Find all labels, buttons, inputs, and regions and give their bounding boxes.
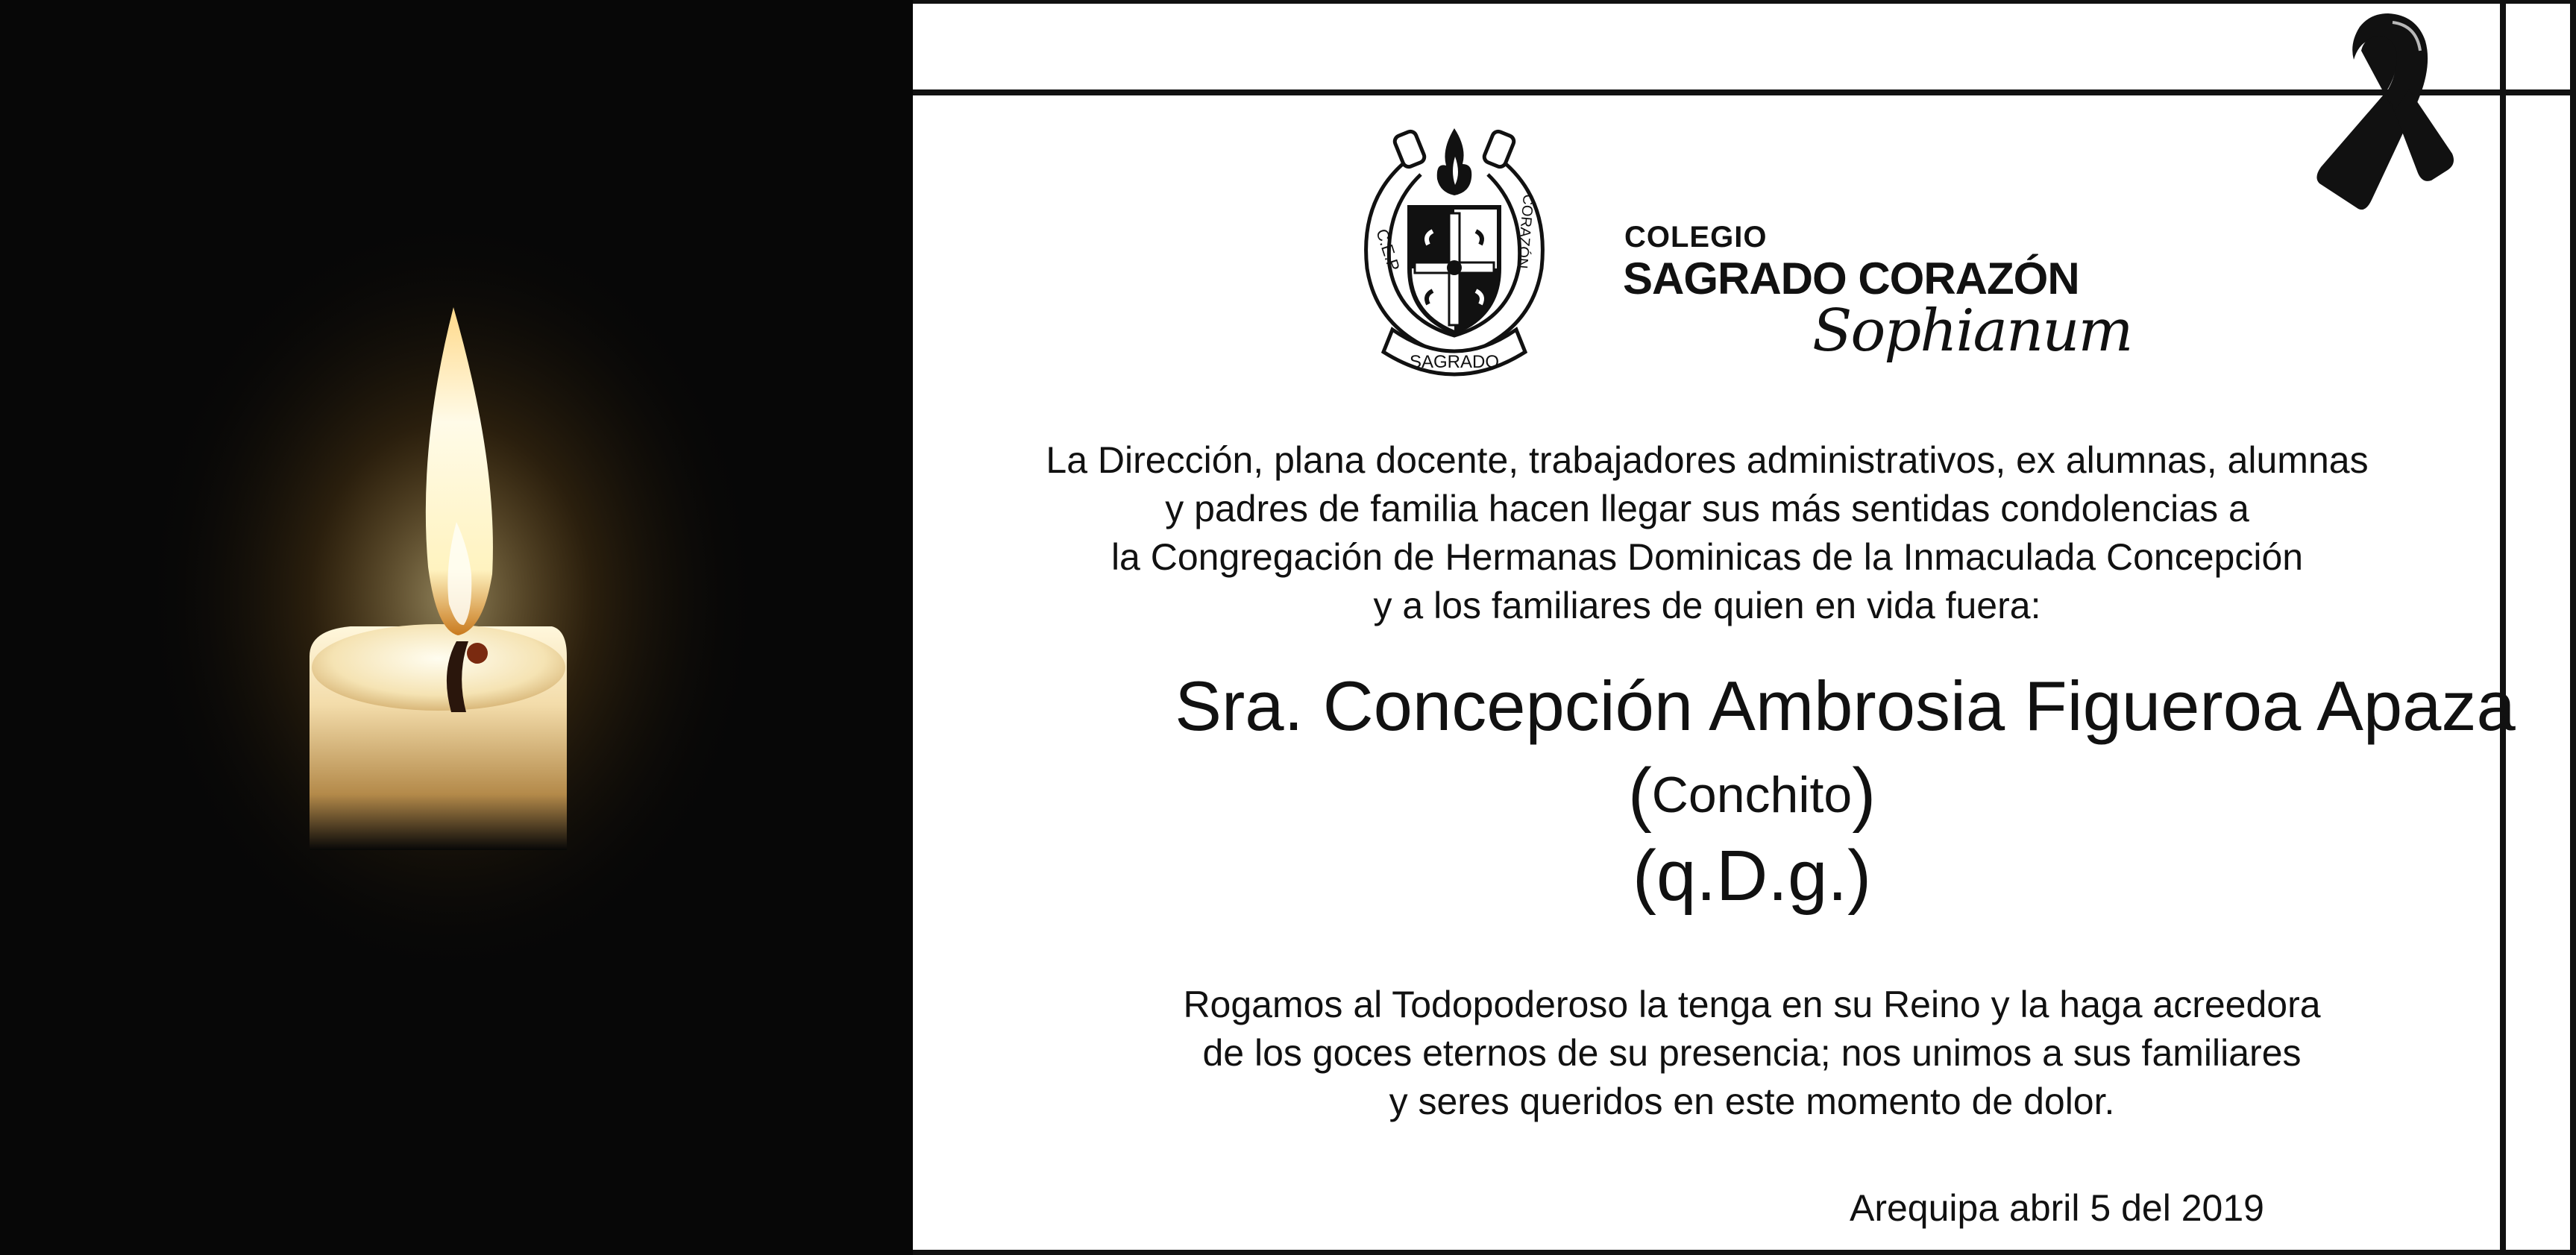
prayer-line: Rogamos al Todopoderoso la tenga en su Reino y la haga acreedora <box>1183 984 2321 1025</box>
prayer-paragraph <box>913 981 2576 1126</box>
nickname-open-paren: ( <box>1627 754 1652 834</box>
candle-panel <box>0 0 913 1255</box>
logo-colegio-text: COLEGIO <box>1624 221 1768 254</box>
nickname <box>913 754 2576 834</box>
prayer-line: y seres queridos en este momento de dolor. <box>1389 1081 2115 1122</box>
frame-bottom-line <box>913 1250 2576 1255</box>
qdg-text: (q.D.g.) <box>1632 836 1872 916</box>
frame-top-line <box>913 0 2576 4</box>
school-crest-icon <box>1346 119 1562 391</box>
svg-text:C.E.P.: C.E.P. <box>1372 226 1404 276</box>
intro-line: la Congregación de Hermanas Dominicas de la Inmaculada Concepción <box>1110 536 2304 578</box>
lit-candle-icon <box>0 0 913 1255</box>
nickname-text: Conchito <box>1651 767 1853 823</box>
intro-paragraph <box>913 436 2501 630</box>
nickname-close-paren: ) <box>1852 754 1876 834</box>
logo-school-name: SAGRADO CORAZÓN <box>1623 254 2079 303</box>
mourning-ribbon-icon <box>2305 7 2461 231</box>
svg-text:SAGRADO: SAGRADO <box>1409 352 1500 372</box>
prayer-line: de los goces eternos de su presencia; nos unimos a sus familiares <box>1202 1032 2302 1074</box>
deceased-name: Sra. Concepción Ambrosia Figueroa Apaza <box>1175 667 2516 745</box>
logo-sophianum-script: Sophianum <box>1812 298 2132 365</box>
intro-line: La Dirección, plana docente, trabajadores administrativos, ex alumnas, alumnas <box>1046 439 2369 481</box>
place-date: Arequipa abril 5 del 2019 <box>1850 1187 2264 1229</box>
intro-line: y a los familiares de quien en vida fuera: <box>1373 585 2041 626</box>
intro-line: y padres de familia hacen llegar sus más sentidas condolencias a <box>1165 488 2249 529</box>
svg-text:CORAZÓN: CORAZÓN <box>1513 193 1536 270</box>
